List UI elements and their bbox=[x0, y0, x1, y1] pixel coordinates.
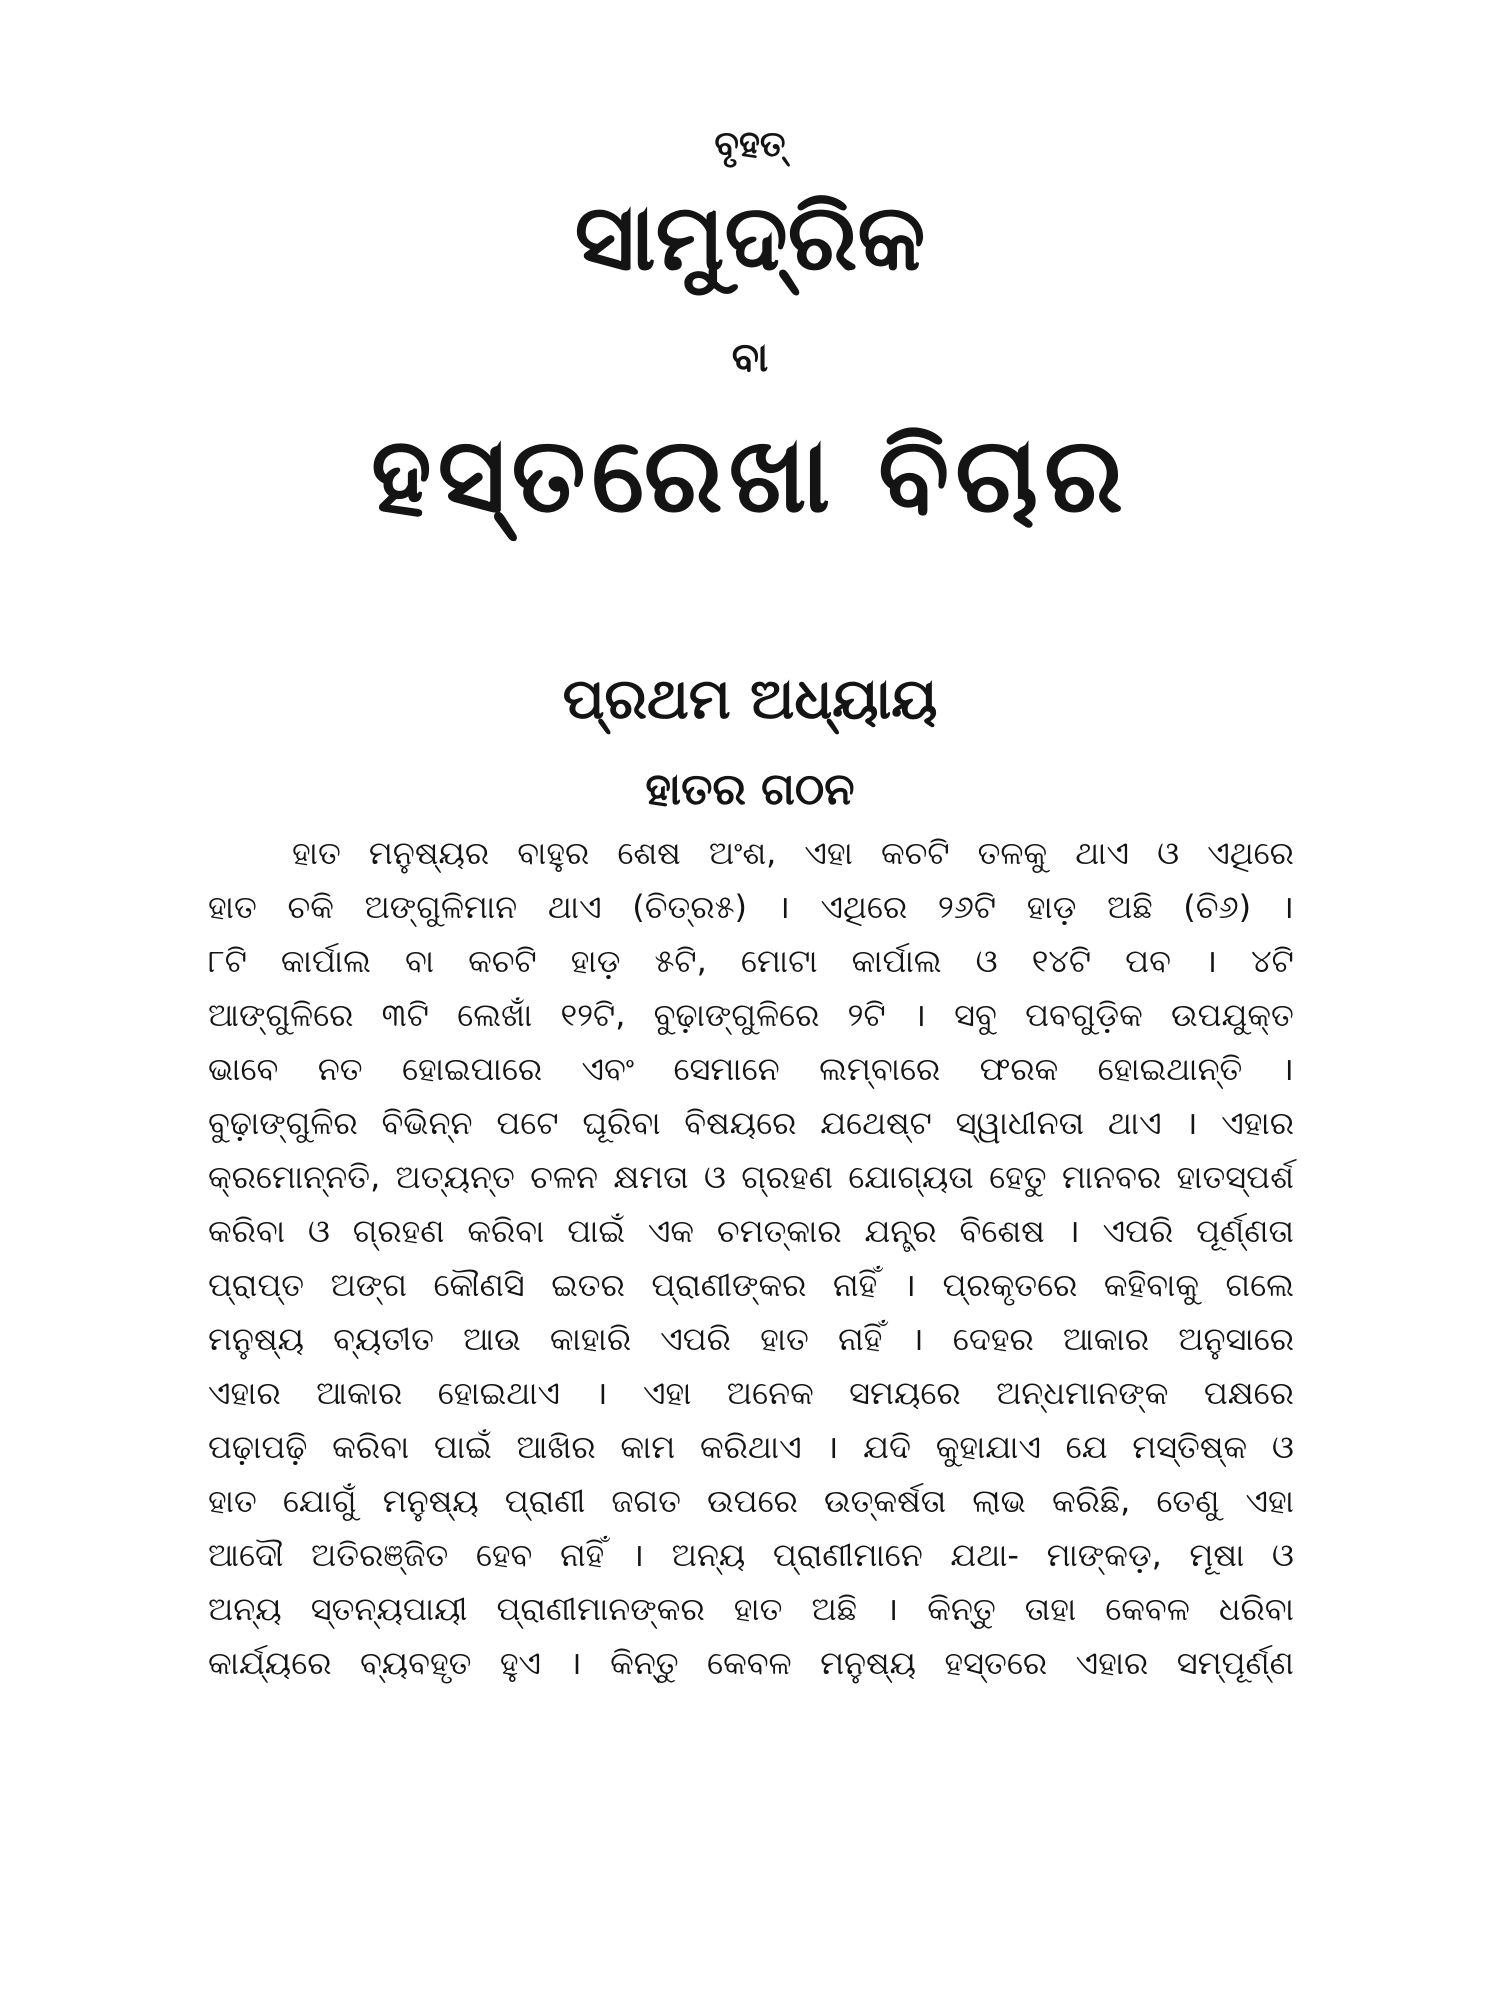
body-word: । bbox=[911, 1320, 924, 1358]
body-word: ବିଷୟରେ bbox=[684, 1104, 797, 1142]
body-word: କୁହାଯାଏ bbox=[935, 1428, 1041, 1466]
body-word: ଏହା bbox=[1245, 1482, 1294, 1520]
body-word: କହିବାକୁ bbox=[1103, 1266, 1199, 1304]
body-word: ହୋଇଥାନ୍ତି bbox=[1097, 1050, 1243, 1088]
body-word: ଚକି bbox=[287, 888, 334, 926]
body-line bbox=[208, 1096, 1294, 1150]
body-word: ଉପଯୁକ୍ତ bbox=[1170, 996, 1294, 1034]
body-line bbox=[208, 1312, 1294, 1366]
body-word: ୩ଟି bbox=[381, 996, 429, 1034]
body-word: ଯଥା- bbox=[950, 1536, 1019, 1574]
body-word: ବୁଢ଼ାଙ୍ଗୁଳିର bbox=[208, 1104, 358, 1142]
body-word: ଏପରି bbox=[1102, 1212, 1174, 1250]
body-word: ଯଦି bbox=[863, 1428, 911, 1466]
body-word: ଓ bbox=[307, 1212, 330, 1250]
body-line bbox=[208, 826, 1294, 880]
body-word: ପକ୍ଷରେ bbox=[1203, 1374, 1294, 1412]
body-paragraph bbox=[208, 826, 1294, 1690]
body-word: ଅଙ୍ଗୁଳିମାନ bbox=[364, 888, 518, 926]
body-word: କାର୍ପାଲ bbox=[851, 942, 942, 980]
body-word: ନତ bbox=[317, 1050, 363, 1088]
body-word: ମାଙ୍କଡ଼, bbox=[1046, 1536, 1162, 1574]
body-word: ୧୨ଟି, bbox=[560, 996, 626, 1034]
body-word: କରିବା bbox=[332, 1428, 410, 1466]
body-word: ଆଙ୍ଗୁଳିରେ bbox=[208, 996, 354, 1034]
body-word: ଲାଭ bbox=[972, 1482, 1026, 1520]
body-word: ପଢ଼ାପଢ଼ି bbox=[208, 1428, 308, 1466]
body-word: । bbox=[1281, 1050, 1294, 1088]
body-word: ଭାବେ bbox=[208, 1050, 279, 1088]
body-word: । bbox=[595, 1374, 608, 1412]
body-word: ହାତ bbox=[208, 888, 257, 926]
body-word: ହାତ bbox=[733, 1590, 783, 1628]
body-word: । bbox=[903, 1266, 916, 1304]
body-word: ଫରକ bbox=[979, 1050, 1059, 1088]
body-word: ତେଣୁ bbox=[1156, 1482, 1220, 1520]
body-word: ୫ଟି, bbox=[654, 942, 707, 980]
body-word: ଗ୍ରହଣ bbox=[741, 1158, 833, 1196]
body-word: ମନୁଷ୍ୟ bbox=[820, 1644, 917, 1682]
body-word: ଏହା bbox=[642, 1374, 692, 1412]
body-word: ଆକାର bbox=[316, 1374, 403, 1412]
body-word: ଉତ୍କର୍ଷତା bbox=[823, 1482, 947, 1520]
body-word: କରିଥାଏ bbox=[699, 1428, 802, 1466]
body-word: ହାତ bbox=[760, 1320, 809, 1358]
body-word: ପ୍ରାପ୍ତ bbox=[208, 1266, 305, 1304]
body-word: ପଟେ bbox=[496, 1104, 559, 1142]
body-word: ଲେଖାଁ bbox=[457, 996, 533, 1034]
body-word: । bbox=[569, 1644, 582, 1682]
chapter-block bbox=[0, 660, 1500, 822]
body-word: ମସ୍ତିଷ୍କ bbox=[1132, 1428, 1248, 1466]
body-word: ଥାଏ bbox=[1075, 834, 1129, 872]
body-word: ଲମ୍ବାରେ bbox=[819, 1050, 941, 1088]
body-word: ହୋଇପାରେ bbox=[402, 1050, 543, 1088]
body-word: ଯେ bbox=[1065, 1428, 1108, 1466]
body-word: ମନୁଷ୍ୟର bbox=[368, 834, 490, 872]
body-word: ସ୍ୱାଧୀନତା bbox=[955, 1104, 1085, 1142]
body-line bbox=[208, 1420, 1294, 1474]
body-word: ଧରିବା bbox=[1218, 1590, 1294, 1628]
body-word: । bbox=[777, 888, 790, 926]
body-word: ଅନ୍ୟ bbox=[671, 1536, 746, 1574]
body-word: ଅନ୍ୟ bbox=[208, 1590, 282, 1628]
body-word: କାମ bbox=[620, 1428, 676, 1466]
body-word: ମାନବର bbox=[1061, 1158, 1162, 1196]
body-line bbox=[208, 1636, 1294, 1690]
body-word: ବାହୁର bbox=[517, 834, 590, 872]
body-word: ପ୍ରକୃତରେ bbox=[942, 1266, 1078, 1304]
body-word: ହାତ bbox=[208, 1482, 257, 1520]
body-word: ହେବ bbox=[475, 1536, 533, 1574]
body-word: ନାହିଁ bbox=[559, 1536, 605, 1574]
body-word: (ଚିତ୍ର୫) bbox=[632, 888, 748, 926]
body-word: ତଳକୁ bbox=[977, 834, 1048, 872]
body-word: ବିଶେଷ bbox=[959, 1212, 1045, 1250]
body-word: ଏଥିରେ bbox=[1207, 834, 1294, 872]
body-word: ମୂଷା bbox=[1189, 1536, 1245, 1574]
body-word: ପବଗୁଡ଼ିକ bbox=[1025, 996, 1143, 1034]
body-word: ଅଙ୍ଗ bbox=[330, 1266, 407, 1304]
body-word: ଶେଷ bbox=[617, 834, 681, 872]
body-word: ୨୬ଟି bbox=[937, 888, 997, 926]
pre-title: ବୃହତ୍ bbox=[714, 124, 786, 165]
body-word: ଏହାର bbox=[1075, 1644, 1149, 1682]
body-word: ହାତସ୍ପର୍ଶ bbox=[1176, 1158, 1294, 1196]
body-word: ପାଇଁ bbox=[567, 1212, 626, 1250]
body-word: । bbox=[1067, 1212, 1080, 1250]
body-word: ଅଛି bbox=[811, 1590, 858, 1628]
body-word: ଓ bbox=[975, 942, 998, 980]
body-word: । bbox=[826, 1428, 839, 1466]
body-word: ବ୍ୟବହୃତ bbox=[359, 1644, 472, 1682]
body-word: ଥାଏ bbox=[1107, 1104, 1162, 1142]
body-word: ଓ bbox=[1271, 1428, 1294, 1466]
body-word: ଘୂରିବା bbox=[582, 1104, 661, 1142]
body-word: ବ୍ୟତୀତ bbox=[333, 1320, 434, 1358]
body-word: କ୍ରମୋନ୍ନତି, bbox=[208, 1158, 381, 1196]
body-word: ଗଲେ bbox=[1225, 1266, 1294, 1304]
body-word: କୌଣସି bbox=[433, 1266, 525, 1304]
body-word: କାର୍ପାଲ bbox=[280, 942, 371, 980]
body-word: କାର୍ଯ୍ୟରେ bbox=[208, 1644, 332, 1682]
body-word: ୨ଟି bbox=[847, 996, 886, 1034]
body-word: ବିଭିନ୍ନ bbox=[381, 1104, 473, 1142]
body-word: ଅନୁସାରେ bbox=[1178, 1320, 1294, 1358]
section-heading: ହାତର ଗଠନ bbox=[645, 764, 855, 815]
body-word: । bbox=[913, 996, 926, 1034]
body-word: ଆକାର bbox=[1062, 1320, 1150, 1358]
body-word: କଚଟି bbox=[880, 834, 950, 872]
body-line bbox=[208, 1204, 1294, 1258]
body-word: ଅଂଶ, bbox=[708, 834, 777, 872]
body-word: ଯୋଗୁଁ bbox=[282, 1482, 357, 1520]
sub-title: ହସ୍ତରେଖା ବିଚାର bbox=[371, 414, 1129, 536]
body-word: । bbox=[1185, 1104, 1198, 1142]
body-word: ହାଡ଼ bbox=[1026, 888, 1077, 926]
body-word: ସମୟରେ bbox=[849, 1374, 961, 1412]
body-word: ଏବଂ bbox=[581, 1050, 635, 1088]
chapter-heading: ପ୍ରଥମ ଅଧ୍ୟାୟ bbox=[562, 667, 938, 732]
body-word: ସବୁ bbox=[954, 996, 997, 1034]
body-word: କଚଟି bbox=[468, 942, 537, 980]
body-line bbox=[208, 1042, 1294, 1096]
body-word: ସମ୍ପୂର୍ଣ୍ଣ bbox=[1176, 1644, 1294, 1682]
body-word: । bbox=[1204, 942, 1218, 980]
body-word: ଏଥିରେ bbox=[820, 888, 908, 926]
body-word: ପ୍ରାଣୀମାନେ bbox=[772, 1536, 923, 1574]
body-word: ୧୪ଟି bbox=[1031, 942, 1092, 980]
title-block bbox=[0, 120, 1500, 540]
body-word: ମୋଟା bbox=[740, 942, 818, 980]
body-word: ହାଡ଼ bbox=[570, 942, 621, 980]
body-line bbox=[208, 1366, 1294, 1420]
body-word: ପ୍ରାଣୀମାନଙ୍କର bbox=[496, 1590, 705, 1628]
body-word: ଚମତ୍କାର bbox=[716, 1212, 842, 1250]
body-word: ପ୍ରାଣୀ bbox=[504, 1482, 586, 1520]
body-word: କରିବା bbox=[467, 1212, 545, 1250]
body-word: କ୍ଷମତା bbox=[613, 1158, 689, 1196]
body-word: ୪ଟି bbox=[1251, 942, 1294, 980]
body-word: ପ୍ରାଣୀଙ୍କର bbox=[651, 1266, 807, 1304]
body-word: ହୋଇଥାଏ bbox=[437, 1374, 561, 1412]
body-word: ଏକ bbox=[647, 1212, 695, 1250]
body-word: ଯୋଗ୍ୟତା bbox=[848, 1158, 974, 1196]
body-line bbox=[208, 1474, 1294, 1528]
body-line bbox=[208, 880, 1294, 934]
body-word: ହାତ bbox=[292, 834, 341, 872]
body-word: ଦେହର bbox=[952, 1320, 1034, 1358]
body-word: ଆଉ bbox=[463, 1320, 521, 1358]
body-word: ତାହା bbox=[1024, 1590, 1077, 1628]
body-line bbox=[208, 1528, 1294, 1582]
body-word: ଯଥେଷ୍ଟ bbox=[820, 1104, 932, 1142]
body-word: ମନୁଷ୍ୟ bbox=[208, 1320, 305, 1358]
body-line bbox=[208, 934, 1294, 988]
body-word: ଏହା bbox=[804, 834, 853, 872]
body-word: କିନ୍ତୁ bbox=[927, 1590, 996, 1628]
body-word: ଚଳନ bbox=[530, 1158, 599, 1196]
body-word: ଉପରେ bbox=[707, 1482, 798, 1520]
body-word: ପୂର୍ଣ୍ଣତା bbox=[1196, 1212, 1294, 1250]
title-connector: ବା bbox=[731, 335, 769, 381]
body-word: ଆଦୌ bbox=[208, 1536, 284, 1574]
body-word: ଅତିରଞ୍ଜିତ bbox=[311, 1536, 449, 1574]
body-word: ମନୁଷ୍ୟ bbox=[382, 1482, 479, 1520]
body-word: ନାହିଁ bbox=[837, 1320, 883, 1358]
body-word: । bbox=[631, 1536, 645, 1574]
body-word: ଅଛି bbox=[1107, 888, 1153, 926]
body-word: କେବଳ bbox=[1105, 1590, 1190, 1628]
main-title: ସାମୁଦ୍ରିକ bbox=[574, 184, 926, 291]
body-word: ଓ bbox=[1271, 1536, 1294, 1574]
body-word: ସେମାନେ bbox=[673, 1050, 780, 1088]
body-word: । bbox=[886, 1590, 899, 1628]
body-word: ବା bbox=[404, 942, 435, 980]
body-word: ଇତର bbox=[551, 1266, 625, 1304]
body-word: ଏପରି bbox=[660, 1320, 731, 1358]
body-word: ଓ bbox=[703, 1158, 726, 1196]
body-word: ଅତ୍ୟନ୍ତ bbox=[395, 1158, 515, 1196]
body-word: ବୁଢ଼ାଙ୍ଗୁଳିରେ bbox=[653, 996, 820, 1034]
body-word: । bbox=[1281, 888, 1294, 926]
body-word: ସ୍ତନ୍ୟପାୟୀ bbox=[310, 1590, 468, 1628]
body-word: ପାଇଁ bbox=[433, 1428, 492, 1466]
body-word: ଗ୍ରହଣ bbox=[352, 1212, 445, 1250]
body-word: ଅନ୍ଧମାନଙ୍କ bbox=[996, 1374, 1169, 1412]
body-line bbox=[208, 1582, 1294, 1636]
body-word: ଅନେକ bbox=[726, 1374, 814, 1412]
body-line bbox=[208, 1258, 1294, 1312]
body-word: ଯନ୍ତ୍ର bbox=[864, 1212, 937, 1250]
body-line bbox=[208, 1150, 1294, 1204]
body-line bbox=[208, 988, 1294, 1042]
body-word: ୮ଟି bbox=[208, 942, 247, 980]
body-word: ପବ bbox=[1125, 942, 1171, 980]
body-word: କିନ୍ତୁ bbox=[610, 1644, 679, 1682]
body-word: ନାହିଁ bbox=[832, 1266, 878, 1304]
body-word: ହେତୁ bbox=[989, 1158, 1047, 1196]
body-word: ଓ bbox=[1157, 834, 1180, 872]
body-word: କେବଳ bbox=[707, 1644, 792, 1682]
body-word: (ଚି୬) bbox=[1183, 888, 1252, 926]
body-word: କାହାରି bbox=[549, 1320, 632, 1358]
body-word: ଏହାର bbox=[208, 1374, 281, 1412]
body-word: ହୁଏ bbox=[499, 1644, 542, 1682]
body-word: ଆଖିର bbox=[516, 1428, 596, 1466]
body-word: କରିବା bbox=[208, 1212, 286, 1250]
body-word: ଥାଏ bbox=[547, 888, 602, 926]
body-word: ହସ୍ତରେ bbox=[944, 1644, 1048, 1682]
body-word: କରିଛି, bbox=[1051, 1482, 1131, 1520]
body-word: ଜଗତ bbox=[611, 1482, 681, 1520]
body-word: ଏହାର bbox=[1221, 1104, 1294, 1142]
